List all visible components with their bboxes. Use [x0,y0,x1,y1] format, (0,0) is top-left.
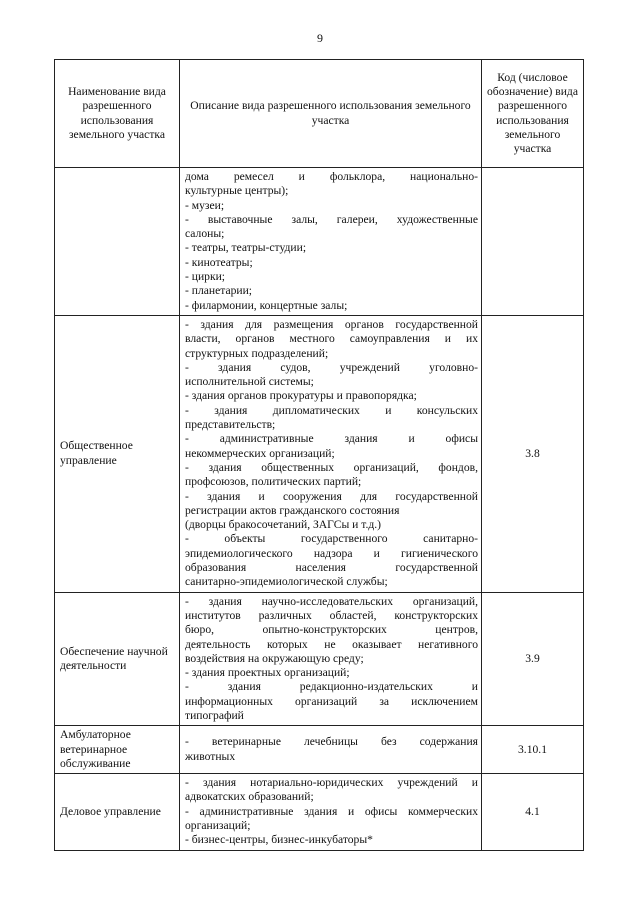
description-line: - филармонии, концертные залы; [185,298,348,312]
description-line: институтов различных областей, конструкторских [185,608,478,622]
land-use-description [180,168,482,316]
description-line: - театры, театры-студии; [185,241,307,255]
land-use-code: 3.9 [482,592,584,726]
land-use-description [180,315,482,592]
header-code: Код (числовое обозначение) вида разрешенного использования земельного участка [482,60,584,168]
description-line: культурные центры); [185,184,289,198]
description-line: - административные здания и офисы коммерческих [185,804,478,818]
description-line: (дворцы бракосочетаний, ЗАГСы и т.д.) [185,518,382,532]
description-line: некоммерческих организаций; [185,446,335,460]
description-line: - объекты государственного санитарно- [185,532,478,546]
description-line: эпидемиологического надзора и гигиенического [185,546,478,560]
description-line: - здания проектных организаций; [185,666,350,680]
description-line: организаций; [185,819,251,833]
description-line: деятельность которых не оказывает негативного [185,637,478,651]
description-line: - здания нотариально-юридических учреждений и [185,776,478,790]
description-line: информационных организаций за исключением [185,694,478,708]
description-line: санитарно-эпидемиологической службы; [185,575,388,589]
description-line: - здания и сооружения для государственной [185,489,478,503]
description-line: - здания редакционно-издательских и [185,680,478,694]
land-use-name: Общественное управление [55,315,180,592]
description-line: - выставочные залы, галереи, художественные [185,212,478,226]
description-line: профсоюзов, политических партий; [185,475,362,489]
description-line: - цирки; [185,270,226,284]
land-use-code: 3.10.1 [482,726,584,774]
description-line: - бизнес-центры, бизнес-инкубаторы* [185,833,373,847]
land-use-name: Деловое управление [55,774,180,850]
description-line: - ветеринарные лечебницы без содержания [185,735,478,749]
description-line: - здания дипломатических и консульских [185,403,478,417]
description-line: дома ремесел и фольклора, национально- [185,170,478,183]
land-use-description [180,726,482,774]
description-line: - здания научно-исследовательских организаций, [185,594,478,608]
land-use-code: 3.8 [482,315,584,592]
land-use-name: Обеспечение научной деятельности [55,592,180,726]
land-use-code [482,168,584,316]
table-row [55,774,584,850]
table-row [55,726,584,774]
table-header-row [55,60,584,168]
description-line: - здания органов прокуратуры и правопорядка; [185,389,417,403]
description-line: исполнительной системы; [185,375,314,389]
table-row [55,168,584,316]
land-use-code: 4.1 [482,774,584,850]
description-line: власти, органов местного самоуправления и их [185,332,478,346]
description-line: образования населения государственной [185,561,478,575]
table-row [55,315,584,592]
land-use-table [54,59,584,851]
description-line: представительств; [185,418,276,432]
description-line: - административные здания и офисы [185,432,478,446]
page-number: 9 [317,31,323,45]
description-line: - кинотеатры; [185,255,253,269]
description-line: - планетарии; [185,284,253,298]
land-use-name [55,168,180,316]
land-use-name: Амбулаторное ветеринарное обслуживание [55,726,180,774]
description-line: структурных подразделений; [185,346,329,360]
description-line: салоны; [185,227,225,241]
description-line: животных [185,749,236,763]
land-use-description [180,592,482,726]
description-line: регистрации актов гражданского состояния [185,503,400,517]
description-line: - музеи; [185,198,225,212]
land-use-description [180,774,482,850]
description-line: - здания судов, учреждений уголовно- [185,360,478,374]
description-line: бюро, опытно-конструкторских центров, [185,623,478,637]
table-row [55,592,584,726]
description-line: - здания общественных организаций, фондов, [185,460,478,474]
description-line: - здания для размещения органов государственной [185,317,478,331]
description-line: типографий [185,708,244,722]
header-name: Наименование вида разрешенного использования земельного участка [55,60,180,168]
description-line: воздействия на окружающую среду; [185,651,364,665]
description-line: адвокатских образований; [185,790,314,804]
header-description: Описание вида разрешенного использования земельного участка [180,60,482,168]
